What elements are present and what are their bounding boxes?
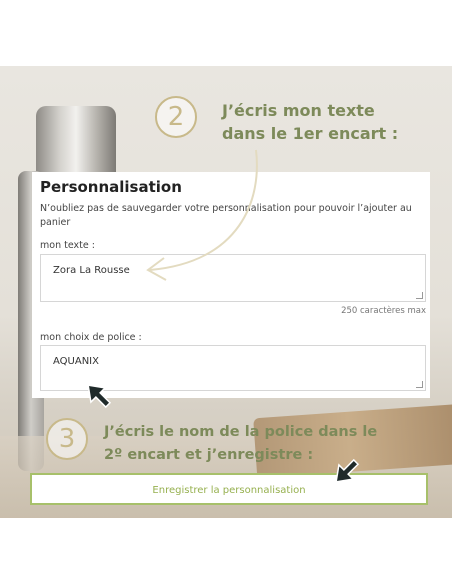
arrow-pointer-icon (329, 455, 363, 489)
step-2-line-2: dans le 1er encart : (222, 124, 399, 143)
card-description: N’oubliez pas de sauvegarder votre personnalisation pour pouvoir l’ajouter au panier (40, 203, 412, 228)
step-3-line-2: 2º encart et j’enregistre : (104, 447, 314, 463)
character-counter: 250 caractères max (341, 306, 426, 316)
save-personalization-button[interactable]: Enregistrer la personnalisation (30, 473, 428, 505)
card-title: Personnalisation (40, 178, 182, 196)
step-2-line-1: J’écris mon texte (222, 101, 375, 120)
step-3-line-1: J’écris le nom de la police dans le (104, 424, 378, 440)
font-input-value: AQUANIX (53, 356, 99, 367)
text-input-value: Zora La Rousse (53, 265, 130, 276)
step-2-number: 2 (167, 102, 185, 132)
curved-arrow-icon (150, 150, 257, 270)
step-3-number: 3 (58, 424, 76, 454)
font-field-label: mon choix de police : (40, 332, 142, 343)
arrow-pointer-icon (81, 378, 115, 412)
text-field-label: mon texte : (40, 240, 95, 251)
